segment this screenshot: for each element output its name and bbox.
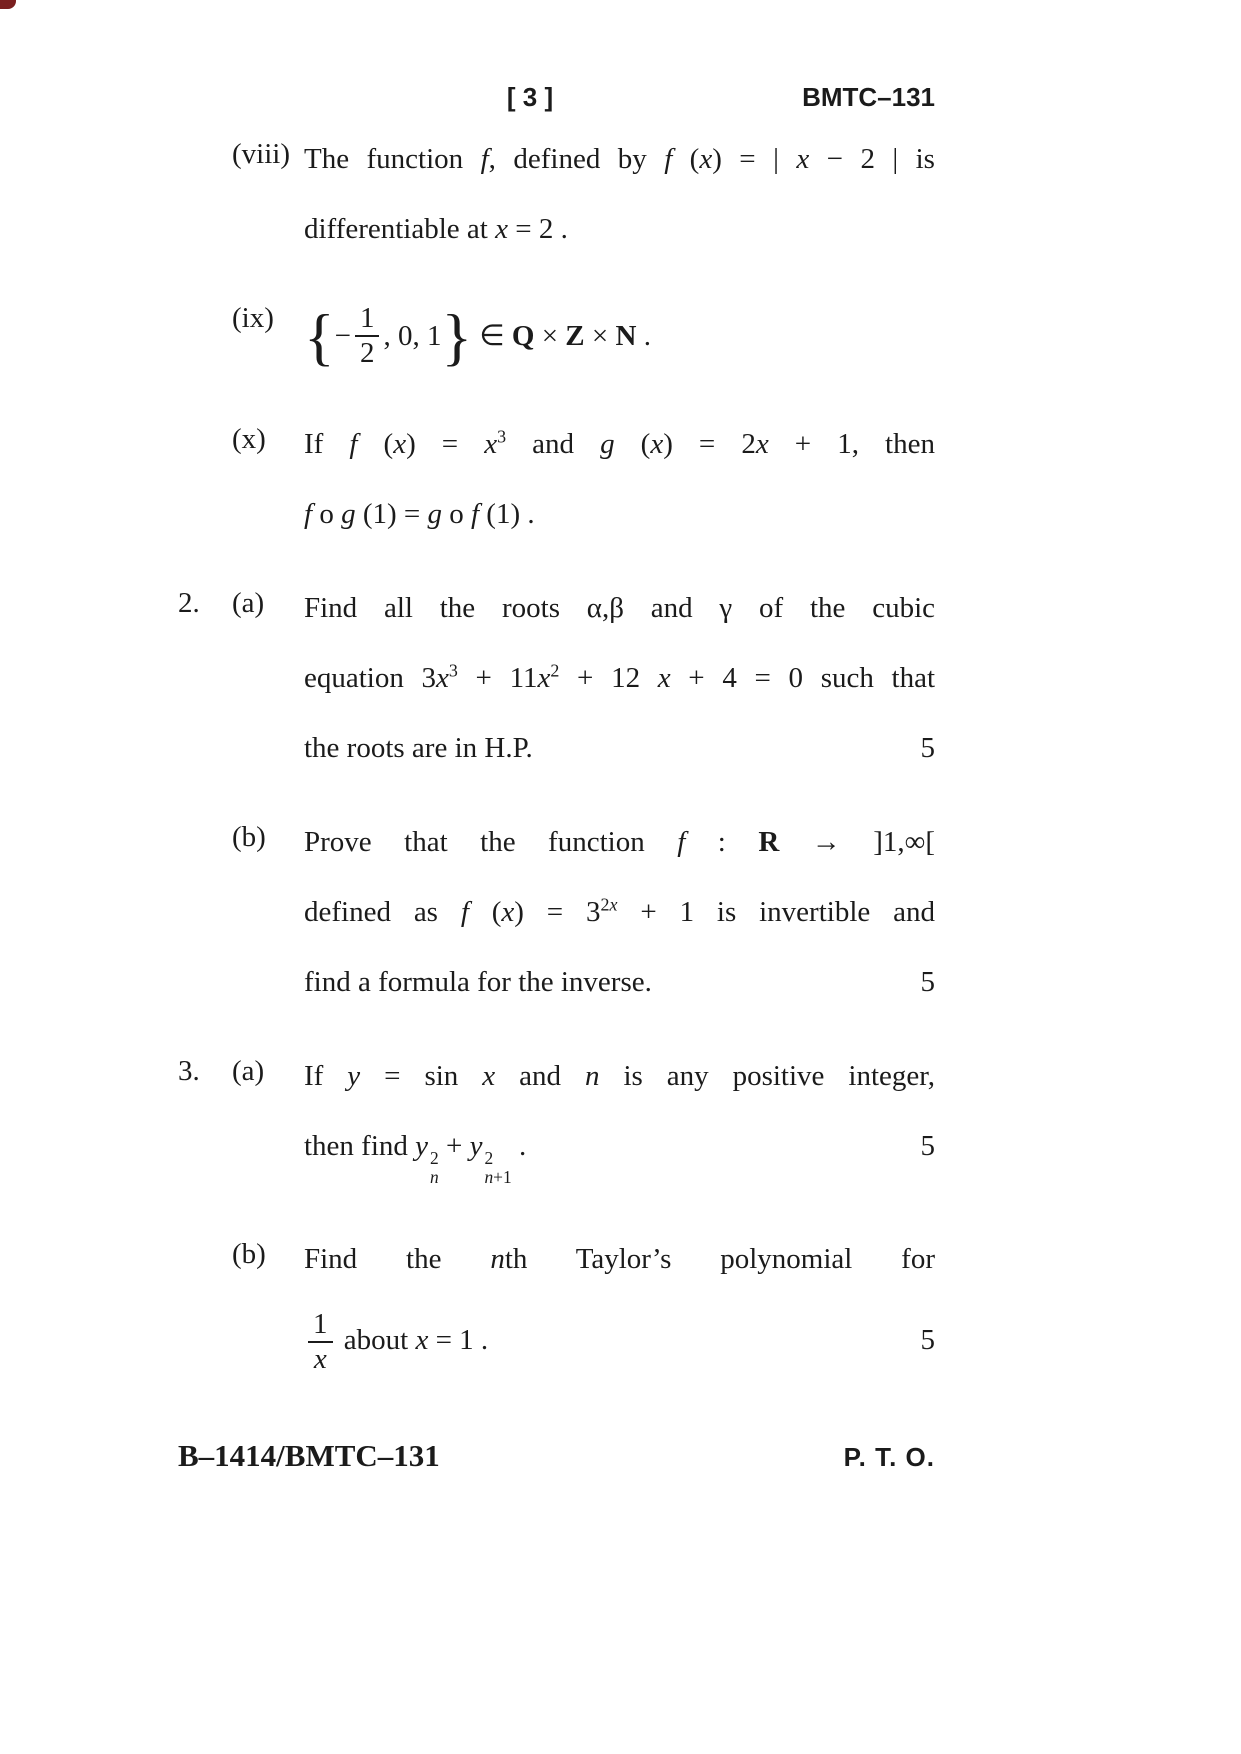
page-footer [178,1438,935,1474]
question-part-label: (a) [232,1054,265,1087]
marks: 5 [920,1129,935,1162]
question-part-label: (b) [232,820,266,853]
scan-artifact [0,0,16,9]
question-line: If f $(x) = x^3$ and g (x) = 2x + 1, then [304,426,935,460]
question-body [304,1055,935,1186]
question-block-ix [178,302,935,371]
question-part-label: (viii) [232,138,290,170]
question-text: then find y 2 n + y 2 n+1 . [304,1129,527,1187]
question-text: $\frac{1}{x}$ about x = 1 . [304,1308,488,1377]
question-line [304,1125,935,1186]
question-part-label: (x) [232,422,266,455]
question-line: Find all the roots α,β and γ of the cubic [304,591,935,624]
question-body [304,302,935,371]
question-line: f o g (1) = g o f (1) . [304,497,535,530]
question-part-label: (a) [232,586,265,619]
question-line: equation $3x^3 + 11x^2 + 12$ x + 4 = 0 such that [304,660,936,694]
question-part-label: (b) [232,1237,266,1270]
marks: 5 [920,731,935,764]
question-line [304,727,935,769]
page-number: [ 3 ] [506,82,554,112]
question-block-x [178,423,935,535]
question-block-viii [178,138,935,250]
question-body [304,423,935,535]
question-body [304,587,935,769]
paper-code: B–1414/BMTC–131 [178,1438,440,1473]
question-body [304,1238,935,1377]
question-part-label: (ix) [232,302,274,334]
question-line: defined as f $(x) = 3^{2x} + 1$ is invertible and [304,894,935,928]
question-line: Prove that the function f : R → ]1,∞[ [304,825,935,858]
question-body [304,821,935,1003]
pto-label: P. T. O. [843,1442,935,1472]
question-line: The function f, defined by f (x) = | x − 2 | is [304,143,935,175]
question-number: 3. [178,1054,200,1087]
question-text: find a formula for the inverse. [304,965,652,998]
course-code: BMTC–131 [802,82,935,112]
marks: 5 [920,965,935,998]
question-number: 2. [178,586,200,619]
page-header [178,82,935,122]
question-line [304,1308,935,1377]
question-line: Find the nth Taylor’s polynomial for [304,1242,935,1275]
question-block-2a [178,587,935,769]
marks: 5 [920,1323,935,1356]
question-block-3a [178,1055,935,1186]
question-line [304,961,935,1003]
question-line: { − $\frac{1}{2}$ , 0, 1 } ∈ Q × Z × N . [304,300,651,372]
question-line: differentiable at x = 2 . [304,213,568,245]
question-line: If y = sin x and n is any positive integer, [304,1059,935,1092]
question-text: the roots are in H.P. [304,731,533,764]
question-body [304,138,935,250]
question-block-2b [178,821,935,1003]
question-block-3b [178,1238,935,1377]
